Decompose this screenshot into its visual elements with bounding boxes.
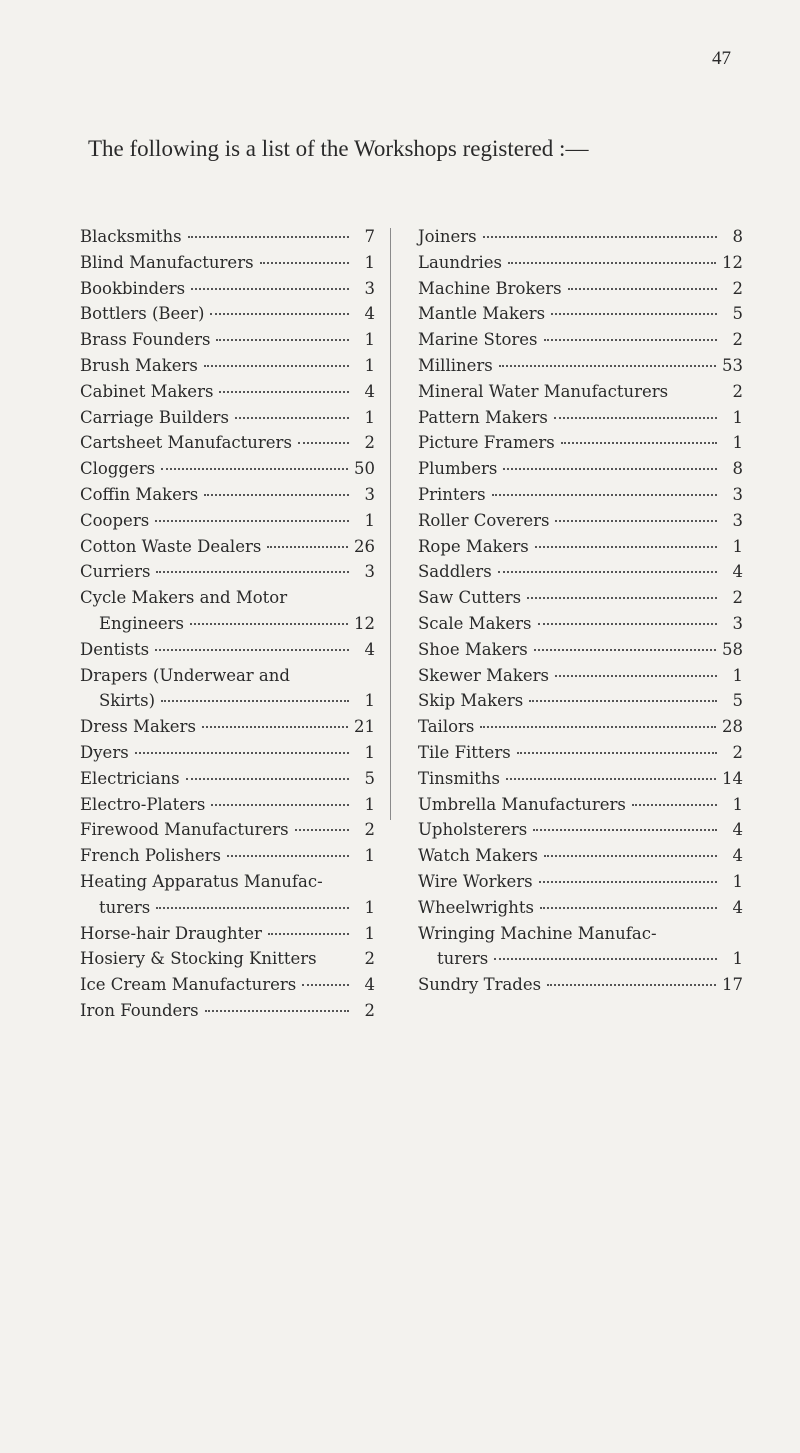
dot-leader: [533, 829, 717, 831]
list-item: [418, 559, 743, 585]
dot-leader: [492, 494, 717, 496]
entry-row: [418, 456, 743, 482]
entry-row: [80, 714, 375, 740]
dot-leader: [568, 288, 717, 290]
list-item: [80, 224, 375, 250]
entry-name: Watch Makers: [418, 846, 538, 866]
dot-leader: [555, 675, 717, 677]
list-item: [80, 792, 375, 818]
list-item: [418, 869, 743, 895]
entry-count: 7: [364, 227, 375, 246]
entry-count: 2: [364, 1000, 375, 1020]
list-item: [418, 611, 743, 637]
entry-count: 1: [732, 949, 743, 969]
list-item: [418, 895, 743, 921]
entry-row: [418, 430, 743, 456]
list-item: [80, 327, 375, 353]
dot-leader: [202, 726, 348, 728]
dot-leader: [498, 571, 717, 573]
list-item: [80, 353, 375, 379]
entry-row: [418, 353, 743, 379]
entry-row: [80, 353, 375, 379]
dot-leader: [210, 313, 349, 315]
entry-count: 1: [732, 794, 743, 814]
entry-count: 26: [354, 536, 375, 556]
entry-name: Cotton Waste Dealers: [80, 536, 262, 556]
entry-row: [418, 792, 743, 818]
entry-name: Mineral Water Manufacturers: [418, 381, 669, 401]
entry-count: 4: [732, 897, 743, 917]
entry-row: [80, 688, 375, 714]
entry-row: [418, 405, 743, 431]
dot-leader: [211, 804, 349, 806]
entry-count: 1: [732, 407, 743, 427]
dot-leader: [302, 984, 349, 986]
page-heading: The following is a list of the Workshops registered :—: [88, 136, 589, 161]
entry-name: Wire Workers: [418, 871, 533, 891]
dot-leader: [155, 649, 349, 651]
list-item: [418, 379, 743, 405]
entry-count: 2: [732, 330, 743, 350]
entry-row: [418, 895, 743, 921]
list-item: [418, 663, 743, 689]
list-item: [418, 714, 743, 740]
entry-row: [418, 224, 743, 250]
entry-row: [80, 405, 375, 431]
entry-row: [80, 895, 375, 921]
entry-row: [80, 946, 375, 972]
dot-leader: [298, 442, 349, 444]
entry-count: 12: [354, 613, 375, 633]
list-item: [418, 405, 743, 431]
entry-count: 2: [364, 949, 375, 969]
entry-name: Electro-Platers: [80, 794, 206, 814]
entry-name: Picture Framers: [418, 433, 555, 453]
entry-row: [418, 946, 743, 972]
dot-leader: [235, 417, 349, 419]
list-item: [418, 327, 743, 353]
entry-count: 3: [732, 484, 743, 504]
entry-count: 2: [732, 742, 743, 762]
entry-name: Laundries: [418, 252, 503, 272]
list-item: [418, 585, 743, 611]
entry-name: Wringing Machine Manufac-: [418, 923, 657, 943]
entry-count: 1: [364, 897, 375, 917]
list-item: [80, 740, 375, 766]
dot-leader: [216, 339, 349, 341]
entry-name: Carriage Builders: [80, 407, 229, 427]
entry-name: Milliners: [418, 355, 493, 375]
entry-row: [80, 508, 375, 534]
list-item: [418, 430, 743, 456]
entry-count: 3: [732, 510, 743, 530]
entry-row: [80, 276, 375, 302]
entry-count: 2: [364, 820, 375, 840]
entry-row: [80, 534, 375, 560]
entry-name: Rope Makers: [418, 536, 529, 556]
entry-name: Wheelwrights: [418, 897, 534, 917]
dot-leader: [527, 597, 717, 599]
entry-count: 3: [364, 278, 375, 298]
entry-name: Plumbers: [418, 459, 498, 479]
entry-count: 14: [722, 768, 743, 788]
left-workshop-list: [80, 224, 375, 1024]
entry-count: 4: [732, 562, 743, 582]
dot-leader: [156, 907, 349, 909]
entry-row: [418, 534, 743, 560]
entry-count: 4: [732, 846, 743, 866]
dot-leader: [555, 520, 717, 522]
list-item: [418, 456, 743, 482]
entry-count: 1: [364, 510, 375, 530]
dot-leader: [186, 778, 349, 780]
entry-count: 1: [732, 665, 743, 685]
list-item: [80, 534, 375, 560]
list-item: [80, 456, 375, 482]
dot-leader: [191, 288, 349, 290]
entry-name: Skip Makers: [418, 691, 524, 711]
entry-name: Sundry Trades: [418, 975, 542, 995]
entry-count: 5: [732, 691, 743, 711]
dot-leader: [135, 752, 349, 754]
entry-count: 8: [732, 459, 743, 479]
list-item: [80, 998, 375, 1024]
entry-count: 1: [732, 433, 743, 453]
entry-row: [80, 792, 375, 818]
entry-name: Saw Cutters: [418, 588, 522, 608]
entry-name: Marine Stores: [418, 330, 538, 350]
entry-count: 3: [364, 562, 375, 582]
list-item: [418, 250, 743, 276]
page-number: 47: [712, 48, 731, 69]
entry-row: [80, 972, 375, 998]
dot-leader: [632, 804, 717, 806]
list-item: [418, 224, 743, 250]
entry-name-continued: Engineers: [99, 613, 185, 633]
list-item: [80, 663, 375, 715]
list-item: [80, 379, 375, 405]
list-item: [80, 482, 375, 508]
entry-name: Tinsmiths: [418, 768, 501, 788]
entry-count: 17: [722, 975, 743, 995]
dot-leader: [295, 829, 349, 831]
entry-name-continued: Skirts): [99, 691, 156, 711]
entry-count: 1: [364, 691, 375, 711]
list-item: [80, 637, 375, 663]
list-item: [80, 508, 375, 534]
entry-name: Curriers: [80, 562, 151, 582]
entry-name: Pattern Makers: [418, 407, 548, 427]
dot-leader: [499, 365, 716, 367]
list-item: [80, 869, 375, 921]
dot-leader: [540, 907, 717, 909]
entry-row: [418, 817, 743, 843]
entry-name: Brass Founders: [80, 330, 211, 350]
entry-name: Upholsterers: [418, 820, 528, 840]
entry-name: Hosiery & Stocking Knitters: [80, 949, 317, 969]
dot-leader: [538, 623, 717, 625]
entry-row: [418, 688, 743, 714]
entry-count: 4: [732, 820, 743, 840]
entry-count: 5: [364, 768, 375, 788]
dot-leader: [508, 262, 716, 264]
entry-count: 3: [732, 613, 743, 633]
list-item: [418, 508, 743, 534]
entry-name: Roller Coverers: [418, 510, 550, 530]
entry-row: [80, 456, 375, 482]
entry-row: [80, 482, 375, 508]
entry-row: [80, 250, 375, 276]
entry-count: 1: [364, 923, 375, 943]
list-item: [80, 946, 375, 972]
entry-row: [418, 972, 743, 998]
entry-count: 28: [722, 717, 743, 737]
entry-name: Dyers: [80, 742, 129, 762]
entry-name: Blind Manufacturers: [80, 252, 254, 272]
entry-count: 1: [364, 846, 375, 866]
entry-row: [80, 611, 375, 637]
entry-row: [418, 250, 743, 276]
entry-count: 58: [722, 639, 743, 659]
dot-leader: [494, 958, 717, 960]
entry-row: [418, 559, 743, 585]
dot-leader: [534, 649, 716, 651]
entry-name: Blacksmiths: [80, 227, 182, 246]
entry-name: Drapers (Underwear and: [80, 665, 290, 685]
column-divider: [390, 228, 391, 820]
list-item: [418, 534, 743, 560]
entry-count: 50: [354, 459, 375, 479]
entry-name: Machine Brokers: [418, 278, 562, 298]
entry-count: 1: [364, 794, 375, 814]
list-item: [418, 766, 743, 792]
dot-leader: [554, 417, 717, 419]
dot-leader: [204, 494, 349, 496]
entry-name: Cloggers: [80, 459, 156, 479]
entry-count: 1: [364, 252, 375, 272]
entry-row: [418, 301, 743, 327]
list-item: [80, 766, 375, 792]
list-item: [418, 972, 743, 998]
list-item: [80, 301, 375, 327]
entry-row: [418, 637, 743, 663]
dot-leader: [188, 236, 349, 238]
dot-leader: [544, 855, 717, 857]
entry-count: 4: [364, 639, 375, 659]
entry-name: Mantle Makers: [418, 304, 546, 324]
dot-leader: [219, 391, 349, 393]
dot-leader: [227, 855, 349, 857]
entry-row: [80, 559, 375, 585]
entry-count: 4: [364, 975, 375, 995]
entry-name-continued: turers: [437, 949, 489, 969]
dot-leader: [551, 313, 717, 315]
list-item: [418, 301, 743, 327]
entry-row: [80, 921, 375, 947]
entry-count: 1: [364, 330, 375, 350]
entry-name: Skewer Makers: [418, 665, 549, 685]
dot-leader: [268, 933, 349, 935]
list-item: [418, 843, 743, 869]
list-item: [418, 817, 743, 843]
dot-leader: [260, 262, 349, 264]
entry-count: 2: [732, 278, 743, 298]
list-item: [80, 921, 375, 947]
entry-row: [80, 998, 375, 1024]
entry-row: [418, 663, 743, 689]
entry-count: 53: [722, 355, 743, 375]
list-item: [418, 637, 743, 663]
dot-leader: [480, 726, 716, 728]
entry-name: Tile Fitters: [418, 742, 511, 762]
dot-leader: [506, 778, 716, 780]
entry-row: [418, 379, 743, 405]
entry-name: Dentists: [80, 639, 150, 659]
entry-count: 8: [732, 227, 743, 246]
entry-row: [80, 766, 375, 792]
entry-count: 5: [732, 304, 743, 324]
entry-name: Brush Makers: [80, 355, 198, 375]
list-item: [80, 817, 375, 843]
entry-count: 1: [732, 536, 743, 556]
entry-name: Bottlers (Beer): [80, 304, 205, 324]
entry-name: Horse-hair Draughter: [80, 923, 262, 943]
entry-count: 1: [364, 407, 375, 427]
right-workshop-list: [418, 224, 743, 998]
entry-name: Shoe Makers: [418, 639, 528, 659]
entry-name: Printers: [418, 484, 486, 504]
dot-leader: [561, 442, 717, 444]
list-item: [418, 276, 743, 302]
entry-name: Joiners: [418, 227, 477, 246]
dot-leader: [204, 365, 349, 367]
dot-leader: [156, 571, 349, 573]
dot-leader: [544, 339, 717, 341]
list-item: [418, 353, 743, 379]
entry-count: 1: [732, 871, 743, 891]
entry-name-continued: turers: [99, 897, 151, 917]
dot-leader: [535, 546, 717, 548]
dot-leader: [205, 1010, 349, 1012]
entry-row: [80, 379, 375, 405]
dot-leader: [190, 623, 348, 625]
entry-count: 12: [722, 252, 743, 272]
entry-row: [80, 637, 375, 663]
dot-leader: [155, 520, 349, 522]
entry-name: Tailors: [418, 717, 475, 737]
entry-name: Coopers: [80, 510, 150, 530]
list-item: [418, 792, 743, 818]
entry-row: [80, 843, 375, 869]
dot-leader: [267, 546, 348, 548]
entry-name: Firewood Manufacturers: [80, 820, 289, 840]
entry-name: Heating Apparatus Manufac-: [80, 871, 323, 891]
entry-name: Dress Makers: [80, 717, 196, 737]
list-item: [80, 585, 375, 637]
list-item: [80, 843, 375, 869]
dot-leader: [483, 236, 717, 238]
list-item: [80, 972, 375, 998]
entry-count: 2: [732, 381, 743, 401]
entry-count: 2: [364, 433, 375, 453]
entry-row: [80, 224, 375, 250]
list-item: [418, 688, 743, 714]
dot-leader: [161, 468, 348, 470]
entry-name: Cabinet Makers: [80, 381, 214, 401]
entry-row: [80, 430, 375, 456]
dot-leader: [161, 700, 349, 702]
entry-row: [418, 766, 743, 792]
entry-name: Electricians: [80, 768, 180, 788]
list-item: [80, 405, 375, 431]
entry-name: Cartsheet Manufacturers: [80, 433, 292, 453]
entry-count: 21: [354, 717, 375, 737]
list-item: [80, 714, 375, 740]
entry-count: 3: [364, 484, 375, 504]
entry-row: [80, 740, 375, 766]
list-item: [418, 740, 743, 766]
list-item: [80, 430, 375, 456]
entry-row: [418, 585, 743, 611]
entry-name: Saddlers: [418, 562, 492, 582]
entry-row: [418, 327, 743, 353]
entry-count: 1: [364, 355, 375, 375]
entry-row: [418, 482, 743, 508]
list-item: [80, 276, 375, 302]
entry-row: [418, 740, 743, 766]
entry-row: [418, 508, 743, 534]
entry-name: Bookbinders: [80, 278, 186, 298]
entry-row: [418, 276, 743, 302]
entry-row: [418, 843, 743, 869]
dot-leader: [547, 984, 716, 986]
entry-row: [80, 817, 375, 843]
entry-count: 1: [364, 742, 375, 762]
entry-row: [418, 869, 743, 895]
entry-row: [418, 611, 743, 637]
list-item: [418, 482, 743, 508]
dot-leader: [517, 752, 717, 754]
entry-name: Cycle Makers and Motor: [80, 588, 288, 608]
entry-name: Iron Founders: [80, 1000, 199, 1020]
entry-row: [80, 327, 375, 353]
entry-count: 4: [364, 381, 375, 401]
entry-row: [80, 301, 375, 327]
dot-leader: [539, 881, 717, 883]
entry-name: Ice Cream Manufacturers: [80, 975, 297, 995]
entry-name: French Polishers: [80, 846, 221, 866]
dot-leader: [529, 700, 717, 702]
entry-name: Scale Makers: [418, 613, 532, 633]
entry-count: 4: [364, 304, 375, 324]
entry-row: [418, 714, 743, 740]
entry-count: 2: [732, 588, 743, 608]
list-item: [80, 250, 375, 276]
list-item: [418, 921, 743, 973]
list-item: [80, 559, 375, 585]
dot-leader: [503, 468, 717, 470]
entry-name: Umbrella Manufacturers: [418, 794, 626, 814]
entry-name: Coffin Makers: [80, 484, 199, 504]
